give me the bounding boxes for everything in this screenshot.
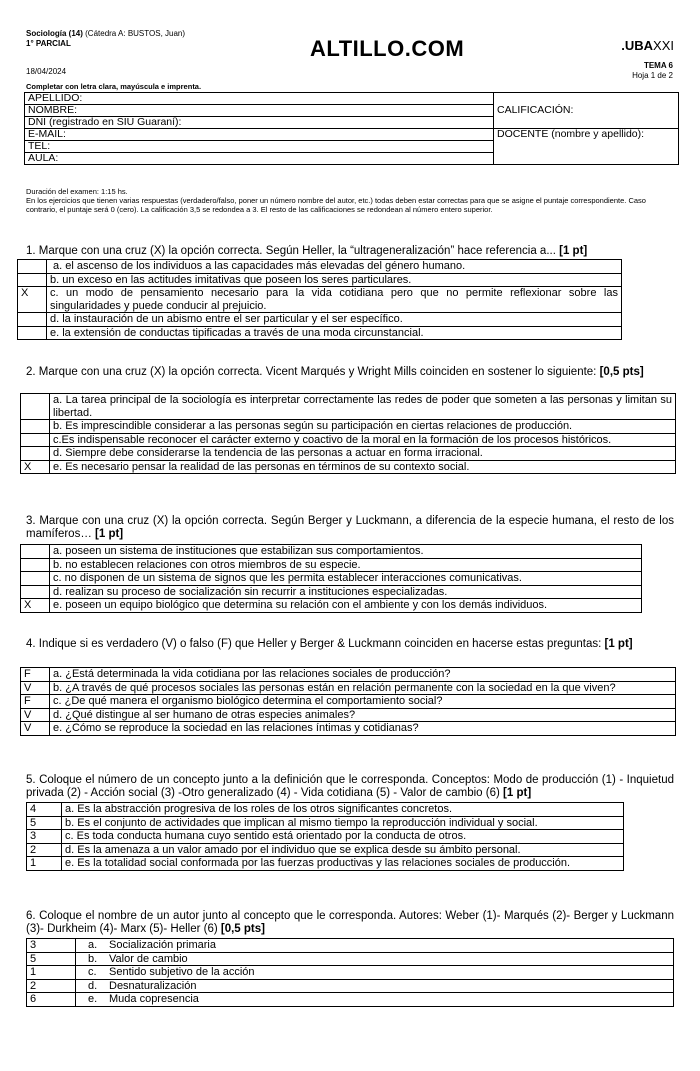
- answer-cell[interactable]: [18, 260, 47, 274]
- option-text: b. no establecen relaciones con otros miembros de su especie.: [50, 558, 642, 572]
- option-text: a. el ascenso de los individuos a las capacidades más elevadas del género humano.: [47, 260, 622, 274]
- question-3-table: [20, 544, 642, 613]
- table-row: [21, 558, 642, 572]
- answer-cell[interactable]: X: [18, 287, 47, 313]
- answer-cell[interactable]: [18, 326, 47, 340]
- exam-date: 18/04/2024: [26, 67, 67, 76]
- table-row: [18, 273, 622, 287]
- table-row: [21, 695, 676, 709]
- table-row: [27, 966, 674, 980]
- question-5: [26, 774, 674, 800]
- option-text: e. poseen un equipo biológico que determina su relación con el ambiente y con los demás individuos.: [50, 599, 642, 613]
- option-text: a. ¿Está determinada la vida cotidiana por las relaciones sociales de producción?: [50, 668, 676, 682]
- option-text: a. poseen un sistema de instituciones que estabilizan sus comportamientos.: [50, 545, 642, 559]
- exam-name: 1° PARCIAL: [26, 39, 71, 48]
- table-row: [21, 433, 676, 447]
- option-text: a. La tarea principal de la sociología es interpretar correctamente las redes de poder que someten a las personas y limitan su libertad.: [50, 394, 676, 420]
- concept-text: Muda copresencia: [109, 993, 199, 1005]
- concept-text: Valor de cambio: [109, 952, 188, 965]
- question-6: [26, 910, 674, 936]
- question-1: [26, 245, 674, 258]
- answer-cell[interactable]: V: [21, 708, 50, 722]
- option-text: e. Es necesario pensar la realidad de las personas en términos de su contexto social.: [50, 460, 676, 474]
- question-4-points: [1 pt]: [604, 638, 633, 650]
- answer-cell[interactable]: [21, 420, 50, 434]
- answer-cell[interactable]: [21, 558, 50, 572]
- option-text: c. no disponen de un sistema de signos que les permita establecer interacciones comunicativas.: [50, 572, 642, 586]
- question-2-table: [20, 393, 676, 474]
- option-text: d. ¿Qué distingue al ser humano de otras especies animales?: [50, 708, 676, 722]
- table-row: [21, 460, 676, 474]
- concept-letter: a.: [88, 939, 98, 951]
- course-name: Sociología (14): [26, 29, 83, 38]
- answer-cell[interactable]: 4: [27, 803, 62, 817]
- answer-cell[interactable]: 3: [27, 830, 62, 844]
- table-row: [21, 420, 676, 434]
- exam-rules: [26, 187, 676, 214]
- option-text: c. Es toda conducta humana cuyo sentido está orientado por la conducta de otros.: [62, 830, 624, 844]
- concept-cell: [76, 939, 674, 953]
- page-info: [632, 61, 673, 81]
- answer-cell[interactable]: 1: [27, 857, 62, 871]
- option-text: e. Es la totalidad social conformada por las fuerzas productivas y las relaciones sociales de producción.: [62, 857, 624, 871]
- answer-cell[interactable]: 5: [27, 816, 62, 830]
- fill-instruction: Completar con letra clara, mayúscula e imprenta.: [26, 82, 202, 91]
- table-row: [18, 326, 622, 340]
- exam-duration: Duración del examen: 1:15 hs.: [26, 187, 128, 196]
- question-5-text: 5. Coloque el número de un concepto junto a la definición que le corresponda. Conceptos: Modo de producción (1) - Inquietud privada (2) - Acción social (3) -Otro generalizado (4) - Vida cotidiana (5) - Valor de cambio (6): [26, 774, 674, 799]
- table-row: [27, 939, 674, 953]
- question-5-table: [26, 802, 624, 871]
- answer-cell[interactable]: V: [21, 722, 50, 736]
- field-tel[interactable]: TEL:: [25, 141, 494, 153]
- table-row: [21, 545, 642, 559]
- question-6-table: [26, 938, 674, 1007]
- option-text: b. Es el conjunto de actividades que implican al mismo tiempo la reproducción individual y social.: [62, 816, 624, 830]
- concept-cell: [76, 966, 674, 980]
- question-6-points: [0,5 pts]: [220, 923, 265, 935]
- uba-logo-xxi: XXI: [653, 38, 674, 53]
- option-text: d. Es la amenaza a un valor amado por el individuo que se explica desde su ámbito personal.: [62, 843, 624, 857]
- question-5-points: [1 pt]: [503, 787, 532, 799]
- course-info: [26, 29, 185, 49]
- option-text: d. Siempre debe considerarse la tendencia de las personas a actuar en forma irracional.: [50, 447, 676, 461]
- answer-cell[interactable]: [21, 585, 50, 599]
- table-row: [21, 668, 676, 682]
- concept-letter: b.: [88, 952, 98, 965]
- tema-label: TEMA 6: [643, 61, 673, 70]
- question-2-points: [0,5 pts]: [599, 366, 644, 378]
- uba-logo-text: .UBA: [621, 38, 654, 53]
- question-3: [26, 515, 674, 541]
- question-2: [26, 366, 674, 379]
- table-row: [21, 599, 642, 613]
- table-row: [21, 572, 642, 586]
- answer-cell[interactable]: 5: [27, 952, 76, 966]
- option-text: d. realizan su proceso de socialización sin recurrir a instituciones especializadas.: [50, 585, 642, 599]
- field-nombre[interactable]: NOMBRE:: [25, 105, 494, 117]
- table-row: [27, 830, 624, 844]
- concept-text: Sentido subjetivo de la acción: [109, 966, 255, 978]
- field-dni[interactable]: DNI (registrado en SIU Guaraní):: [25, 117, 494, 129]
- answer-cell[interactable]: [18, 273, 47, 287]
- table-row: [18, 287, 622, 313]
- table-row: [27, 803, 624, 817]
- question-4: [26, 638, 674, 651]
- site-logo: ALTILLO.COM: [310, 36, 465, 61]
- answer-cell[interactable]: 2: [27, 979, 76, 993]
- answer-cell[interactable]: [21, 545, 50, 559]
- concept-letter: c.: [88, 966, 97, 978]
- table-row: [21, 394, 676, 420]
- question-4-table: [20, 667, 676, 736]
- question-6-text: 6. Coloque el nombre de un autor junto al concepto que le corresponda. Autores: Weber (1)- Marqués (2)- Berger y Luckmann (3)- Durkheim (4)- Marx (5)- Heller (6): [26, 910, 674, 935]
- uba-logo: [621, 38, 674, 53]
- table-row: [27, 843, 624, 857]
- table-row: [27, 857, 624, 871]
- option-text: b. Es imprescindible considerar a las personas según su participación en ciertas relaciones de producción.: [50, 420, 676, 434]
- table-row: [27, 993, 674, 1007]
- field-email[interactable]: E-MAIL:: [25, 129, 494, 141]
- exam-rules-text: En los ejercicios que tienen varias respuestas (verdadero/falso, poner un número nombre del autor, etc.) todas deben estar correctas para que se asigne el puntaje correspondiente. Caso contrario, el puntaje será 0 (cero). La calificación 3,5 se redondea a 3. El resto de las calificaciones se redondean al número entero superior.: [26, 196, 646, 214]
- student-info-table: [24, 92, 679, 165]
- answer-cell[interactable]: 3: [27, 939, 76, 953]
- field-calificacion[interactable]: CALIFICACIÓN:: [494, 93, 679, 129]
- concept-letter: d.: [88, 979, 98, 992]
- answer-cell[interactable]: 6: [27, 993, 76, 1007]
- option-text: b. un exceso en las actitudes imitativas que poseen los seres particulares.: [47, 273, 622, 287]
- option-text: a. Es la abstracción progresiva de los roles de los otros significantes concretos.: [62, 803, 624, 817]
- option-text: d. la instauración de un abismo entre el ser particular y el ser específico.: [47, 313, 622, 327]
- answer-cell[interactable]: [18, 313, 47, 327]
- concept-text: Desnaturalización: [109, 979, 197, 992]
- page-counter: Hoja 1 de 2: [632, 71, 673, 80]
- option-text: c. ¿De qué manera el organismo biológico determina el comportamiento social?: [50, 695, 676, 709]
- table-row: [21, 681, 676, 695]
- answer-cell[interactable]: X: [21, 460, 50, 474]
- answer-cell[interactable]: F: [21, 695, 50, 709]
- concept-letter: e.: [88, 993, 98, 1005]
- question-2-text: 2. Marque con una cruz (X) la opción correcta. Vicent Marqués y Wright Mills coinciden en sostener lo siguiente:: [26, 366, 597, 378]
- answer-cell[interactable]: 2: [27, 843, 62, 857]
- table-row: [18, 313, 622, 327]
- concept-text: Socialización primaria: [109, 939, 216, 951]
- answer-cell[interactable]: [21, 394, 50, 420]
- answer-cell[interactable]: F: [21, 668, 50, 682]
- field-docente[interactable]: DOCENTE (nombre y apellido):: [494, 129, 679, 165]
- table-row: [21, 722, 676, 736]
- answer-cell[interactable]: [21, 447, 50, 461]
- question-3-text: 3. Marque con una cruz (X) la opción correcta. Según Berger y Luckmann, a diferencia de la especie humana, el resto de los mamíferos…: [26, 515, 674, 540]
- question-1-text: 1. Marque con una cruz (X) la opción correcta. Según Heller, la “ultrageneralización” hace referencia a...: [26, 245, 556, 257]
- answer-cell[interactable]: [21, 433, 50, 447]
- concept-cell: [76, 952, 674, 966]
- answer-cell[interactable]: X: [21, 599, 50, 613]
- answer-cell[interactable]: 1: [27, 966, 76, 980]
- option-text: c.Es indispensable reconocer el carácter externo y coactivo de la moral en la formación de los procesos históricos.: [50, 433, 676, 447]
- option-text: b. ¿A través de qué procesos sociales las personas están en relación permanente con la sociedad en la que viven?: [50, 681, 676, 695]
- field-aula[interactable]: AULA:: [25, 153, 494, 165]
- table-row: [18, 260, 622, 274]
- option-text: c. un modo de pensamiento necesario para la vida cotidiana pero que no permite reflexionar sobre las singularidades y puede conducir al prejuicio.: [47, 287, 622, 313]
- table-row: [21, 585, 642, 599]
- option-text: e. la extensión de conductas tipificadas a través de una moda circunstancial.: [47, 326, 622, 340]
- question-3-points: [1 pt]: [95, 528, 124, 540]
- answer-cell[interactable]: V: [21, 681, 50, 695]
- concept-cell: [76, 993, 674, 1007]
- table-row: [27, 816, 624, 830]
- table-row: [21, 447, 676, 461]
- field-apellido[interactable]: APELLIDO:: [25, 93, 494, 105]
- question-1-points: [1 pt]: [559, 245, 588, 257]
- course-chair: (Cátedra A: BUSTOS, Juan): [82, 29, 186, 38]
- table-row: [27, 979, 674, 993]
- table-row: [27, 952, 674, 966]
- answer-cell[interactable]: [21, 572, 50, 586]
- concept-cell: [76, 979, 674, 993]
- option-text: e. ¿Cómo se reproduce la sociedad en las relaciones íntimas y cotidianas?: [50, 722, 676, 736]
- table-row: [21, 708, 676, 722]
- question-1-table: [17, 259, 622, 340]
- question-4-text: 4. Indique si es verdadero (V) o falso (F) que Heller y Berger & Luckmann coinciden en hacerse estas preguntas:: [26, 638, 602, 650]
